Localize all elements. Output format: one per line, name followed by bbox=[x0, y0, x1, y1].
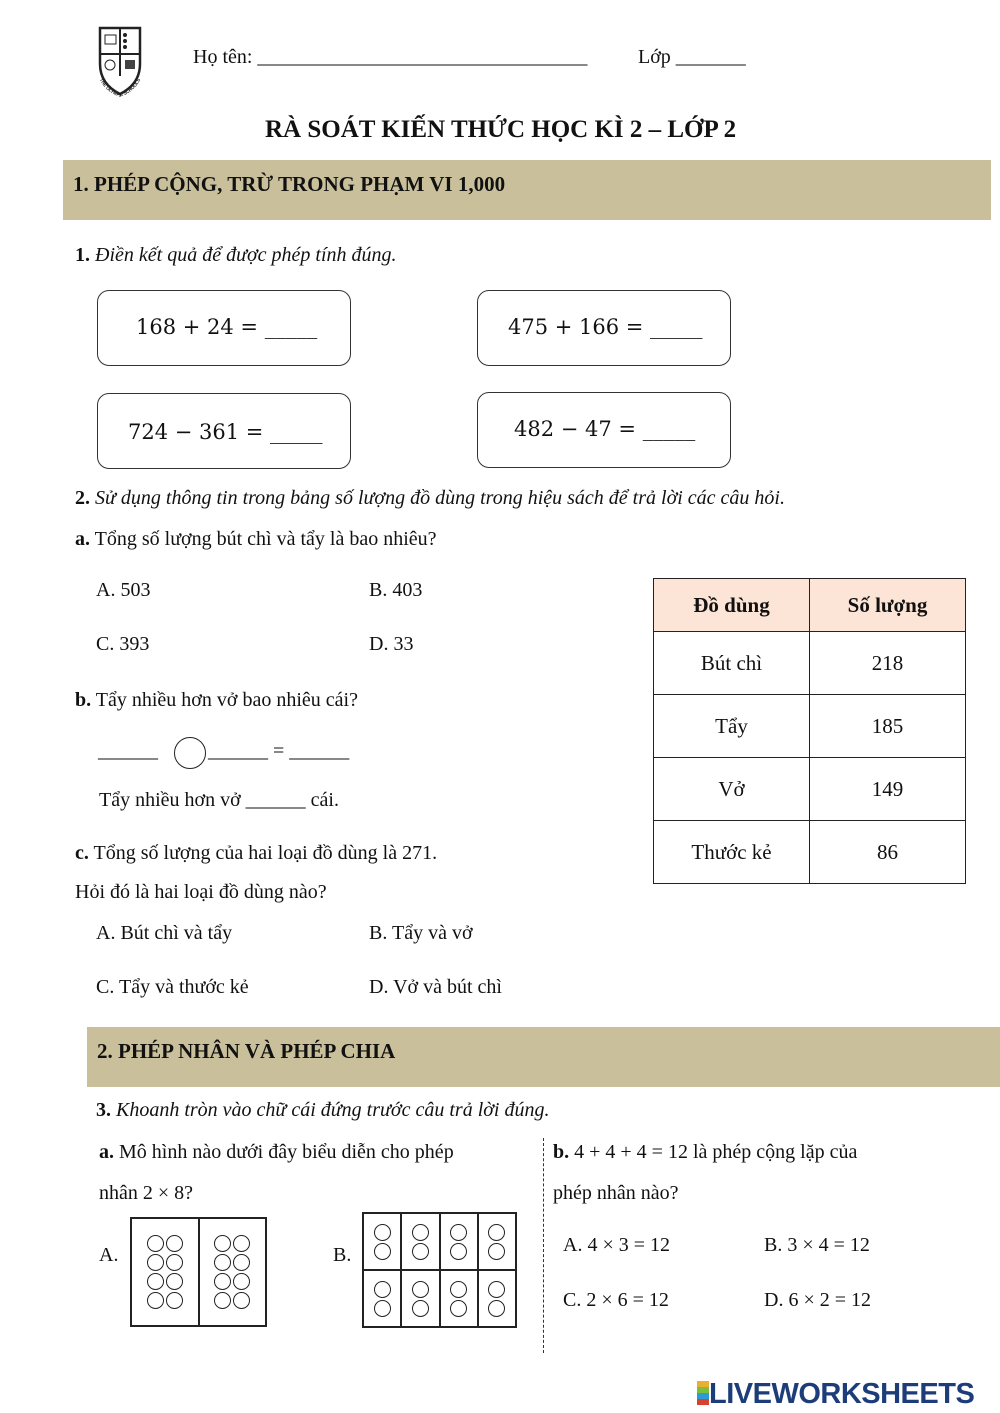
option-c[interactable]: C. 2 × 6 = 12 bbox=[563, 1289, 669, 1311]
model-cell bbox=[478, 1213, 516, 1270]
equation-box[interactable]: 475 + 166 = _____ bbox=[477, 290, 731, 366]
blank-left[interactable]: ______ bbox=[98, 740, 158, 762]
table-row: Thước kẻ 86 bbox=[654, 821, 966, 884]
circle-icon bbox=[412, 1281, 429, 1298]
circle-icon bbox=[166, 1292, 183, 1309]
model-cell bbox=[478, 1270, 516, 1327]
question-2c-line2: Hỏi đó là hai loại đồ dùng nào? bbox=[75, 881, 327, 903]
circle-icon bbox=[450, 1281, 467, 1298]
circle-icon bbox=[450, 1224, 467, 1241]
option-d[interactable]: D. Vở và bút chì bbox=[369, 976, 502, 998]
school-logo-text: THE OLYMPIA SCHOOLS bbox=[98, 77, 142, 99]
option-c[interactable]: C. 393 bbox=[96, 633, 150, 655]
circle-icon bbox=[147, 1292, 164, 1309]
circle-icon bbox=[147, 1254, 164, 1271]
option-c[interactable]: C. Tẩy và thước kẻ bbox=[96, 976, 249, 998]
brand-icon bbox=[697, 1381, 709, 1405]
circle-icon bbox=[233, 1254, 250, 1271]
divider bbox=[543, 1138, 544, 1353]
circle-icon bbox=[233, 1273, 250, 1290]
question-2a: a. Tổng số lượng bút chì và tẩy là bao nhiêu? bbox=[75, 528, 437, 550]
table-header: Đồ dùng bbox=[654, 579, 810, 632]
question-3b: b. 4 + 4 + 4 = 12 là phép cộng lặp của bbox=[553, 1141, 858, 1163]
model-cell bbox=[440, 1213, 478, 1270]
circle-model-b[interactable] bbox=[362, 1212, 517, 1328]
section-1-header bbox=[63, 160, 991, 220]
circle-icon bbox=[374, 1300, 391, 1317]
model-b-label[interactable]: B. bbox=[333, 1244, 352, 1266]
circle-icon bbox=[374, 1224, 391, 1241]
question-2: 2. Sử dụng thông tin trong bảng số lượng đồ dùng trong hiệu sách để trả lời các câu hỏi. bbox=[75, 487, 785, 509]
circle-icon bbox=[488, 1243, 505, 1260]
table-row: Tẩy 185 bbox=[654, 695, 966, 758]
name-field-label: Họ tên: _________________________________ bbox=[193, 46, 588, 68]
question-3b-line2: phép nhân nào? bbox=[553, 1182, 679, 1204]
option-b[interactable]: B. 403 bbox=[369, 579, 423, 601]
question-2c: c. Tổng số lượng của hai loại đồ dùng là 271. bbox=[75, 842, 438, 864]
model-cell bbox=[440, 1270, 478, 1327]
table-header: Số lượng bbox=[810, 579, 966, 632]
class-field-label: Lớp _______ bbox=[638, 46, 746, 68]
equation-box[interactable]: 482 − 47 = _____ bbox=[477, 392, 731, 468]
circle-icon bbox=[214, 1254, 231, 1271]
operator-circle[interactable] bbox=[174, 737, 206, 769]
circle-icon bbox=[233, 1235, 250, 1252]
circle-icon bbox=[412, 1224, 429, 1241]
option-d[interactable]: D. 33 bbox=[369, 633, 414, 655]
circle-icon bbox=[412, 1300, 429, 1317]
circle-icon bbox=[166, 1273, 183, 1290]
equation-box[interactable]: 724 − 361 = _____ bbox=[97, 393, 351, 469]
circle-icon bbox=[374, 1243, 391, 1260]
equation-box[interactable]: 168 + 24 = _____ bbox=[97, 290, 351, 366]
section-2-title: 2. PHÉP NHÂN VÀ PHÉP CHIA bbox=[97, 1039, 396, 1063]
question-3a-line2: nhân 2 × 8? bbox=[99, 1182, 194, 1204]
school-logo bbox=[92, 24, 148, 100]
section-2-header bbox=[87, 1027, 1000, 1087]
circle-icon bbox=[166, 1235, 183, 1252]
page-title: RÀ SOÁT KIẾN THỨC HỌC KÌ 2 – LỚP 2 bbox=[265, 116, 737, 143]
circle-icon bbox=[412, 1243, 429, 1260]
circle-icon bbox=[214, 1235, 231, 1252]
circle-icon bbox=[166, 1254, 183, 1271]
circle-icon bbox=[214, 1292, 231, 1309]
circle-icon bbox=[488, 1224, 505, 1241]
circle-icon bbox=[147, 1273, 164, 1290]
question-1: 1. Điền kết quả để được phép tính đúng. bbox=[75, 244, 397, 266]
model-cell bbox=[401, 1270, 439, 1327]
option-d[interactable]: D. 6 × 2 = 12 bbox=[764, 1289, 872, 1311]
model-cell bbox=[131, 1218, 199, 1326]
option-b[interactable]: B. 3 × 4 = 12 bbox=[764, 1234, 870, 1256]
option-a[interactable]: A. 4 × 3 = 12 bbox=[563, 1234, 671, 1256]
table-row: Vở 149 bbox=[654, 758, 966, 821]
supplies-table bbox=[653, 578, 966, 884]
table-header-row bbox=[654, 579, 966, 632]
table-row: Bút chì 218 bbox=[654, 632, 966, 695]
circle-icon bbox=[488, 1300, 505, 1317]
circle-model-a[interactable] bbox=[130, 1217, 267, 1327]
option-a[interactable]: A. Bút chì và tẩy bbox=[96, 922, 233, 944]
option-b[interactable]: B. Tẩy và vở bbox=[369, 922, 473, 944]
circle-icon bbox=[488, 1281, 505, 1298]
liveworksheets-logo: LIVEWORKSHEETS bbox=[697, 1378, 974, 1411]
section-1-title: 1. PHÉP CỘNG, TRỪ TRONG PHẠM VI 1,000 bbox=[73, 172, 506, 196]
option-a[interactable]: A. 503 bbox=[96, 579, 151, 601]
model-cell bbox=[401, 1213, 439, 1270]
circle-icon bbox=[374, 1281, 391, 1298]
circle-icon bbox=[450, 1300, 467, 1317]
question-3a: a. Mô hình nào dưới đây biểu diễn cho phép bbox=[99, 1141, 454, 1163]
model-cell bbox=[363, 1270, 401, 1327]
circle-icon bbox=[233, 1292, 250, 1309]
model-a-label[interactable]: A. bbox=[99, 1244, 119, 1266]
answer-line[interactable]: Tẩy nhiều hơn vở ______ cái. bbox=[99, 789, 339, 811]
circle-icon bbox=[147, 1235, 164, 1252]
question-2b: b. Tẩy nhiều hơn vở bao nhiêu cái? bbox=[75, 689, 358, 711]
model-cell bbox=[199, 1218, 267, 1326]
circle-icon bbox=[450, 1243, 467, 1260]
blank-right[interactable]: ______ = ______ bbox=[208, 740, 350, 762]
model-cell bbox=[363, 1213, 401, 1270]
circle-icon bbox=[214, 1273, 231, 1290]
question-3: 3. Khoanh tròn vào chữ cái đứng trước câu trả lời đúng. bbox=[96, 1099, 550, 1121]
